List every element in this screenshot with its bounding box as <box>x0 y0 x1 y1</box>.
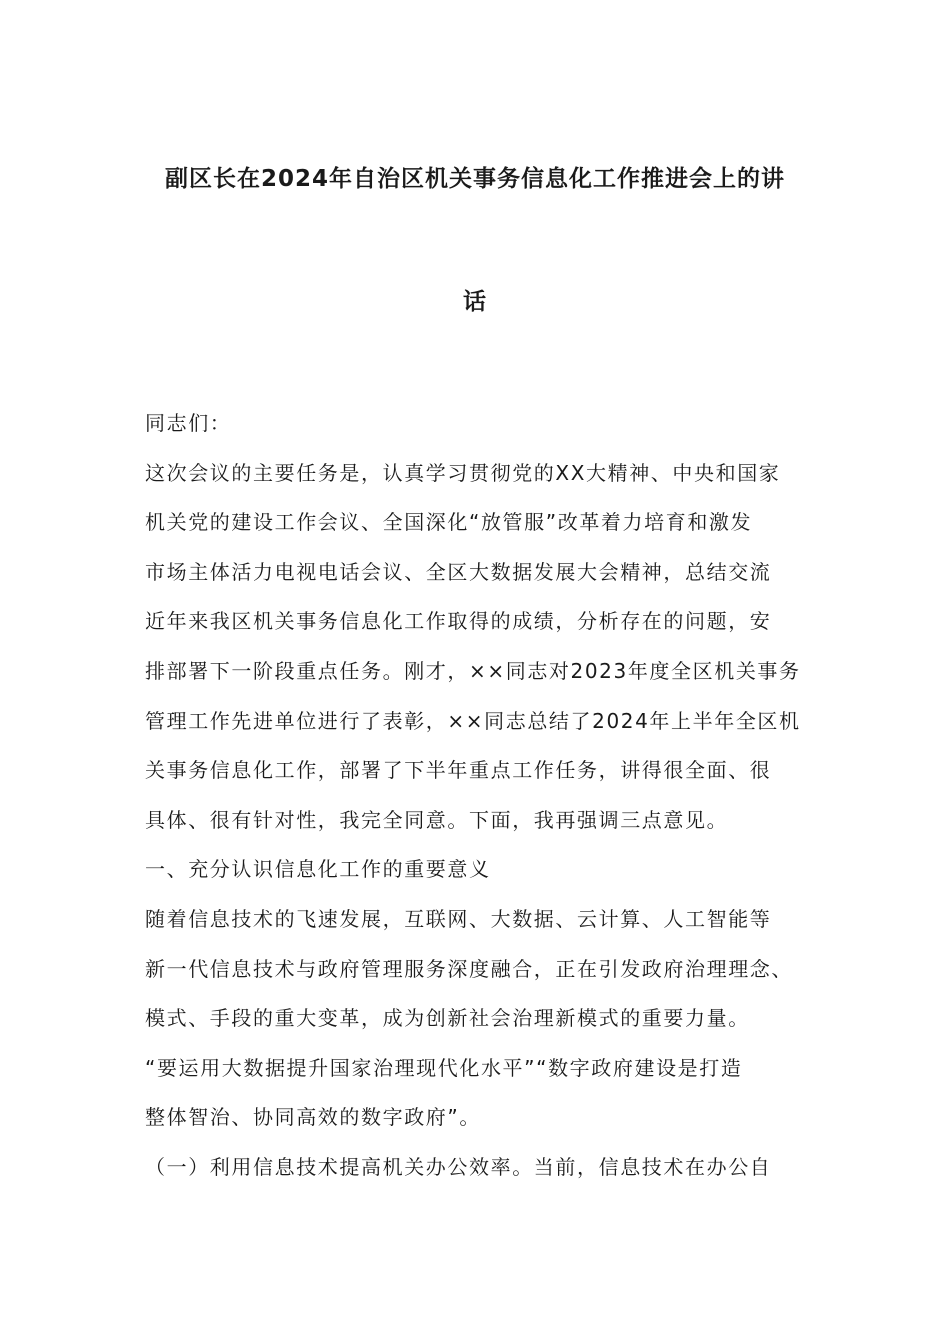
body-line: 管理工作先进单位进行了表彰，××同志总结了2024年上半年全区机 <box>145 708 801 733</box>
body-line: 随着信息技术的飞速发展，互联网、大数据、云计算、人工智能等 <box>145 906 772 931</box>
body-line: 整体智治、协同高效的数字政府”。 <box>145 1105 481 1130</box>
section-heading: 一、充分认识信息化工作的重要意义 <box>145 857 491 882</box>
salutation: 同志们： <box>145 411 232 435</box>
document-title-line-1: 副区长在2024年自治区机关事务信息化工作推进会上的讲 <box>164 166 785 192</box>
body-line: 模式、手段的重大变革，成为创新社会治理新模式的重要力量。 <box>145 1006 750 1031</box>
body-line: 关事务信息化工作，部署了下半年重点工作任务，讲得很全面、很 <box>145 758 772 783</box>
body-line: 排部署下一阶段重点任务。刚才，××同志对2023年度全区机关事务 <box>145 658 801 683</box>
body-line: 机关党的建设工作会议、全国深化“放管服”改革着力培育和激发 <box>145 510 753 535</box>
body-line: 市场主体活力电视电话会议、全区大数据发展大会精神，总结交流 <box>145 559 772 584</box>
body-line: 具体、很有针对性，我完全同意。下面，我再强调三点意见。 <box>145 807 729 832</box>
subsection-line: （一）利用信息技术提高机关办公效率。当前，信息技术在办公自 <box>145 1154 772 1179</box>
body-line: 近年来我区机关事务信息化工作取得的成绩，分析存在的问题，安 <box>145 609 772 634</box>
document-title-line-2: 话 <box>463 289 487 315</box>
body-line: “要运用大数据提升国家治理现代化水平”“数字政府建设是打造 <box>145 1055 743 1080</box>
document-body <box>145 399 845 1193</box>
body-line: 这次会议的主要任务是，认真学习贯彻党的XX大精神、中央和国家 <box>145 460 781 485</box>
body-line: 新一代信息技术与政府管理服务深度融合，正在引发政府治理理念、 <box>145 956 793 981</box>
